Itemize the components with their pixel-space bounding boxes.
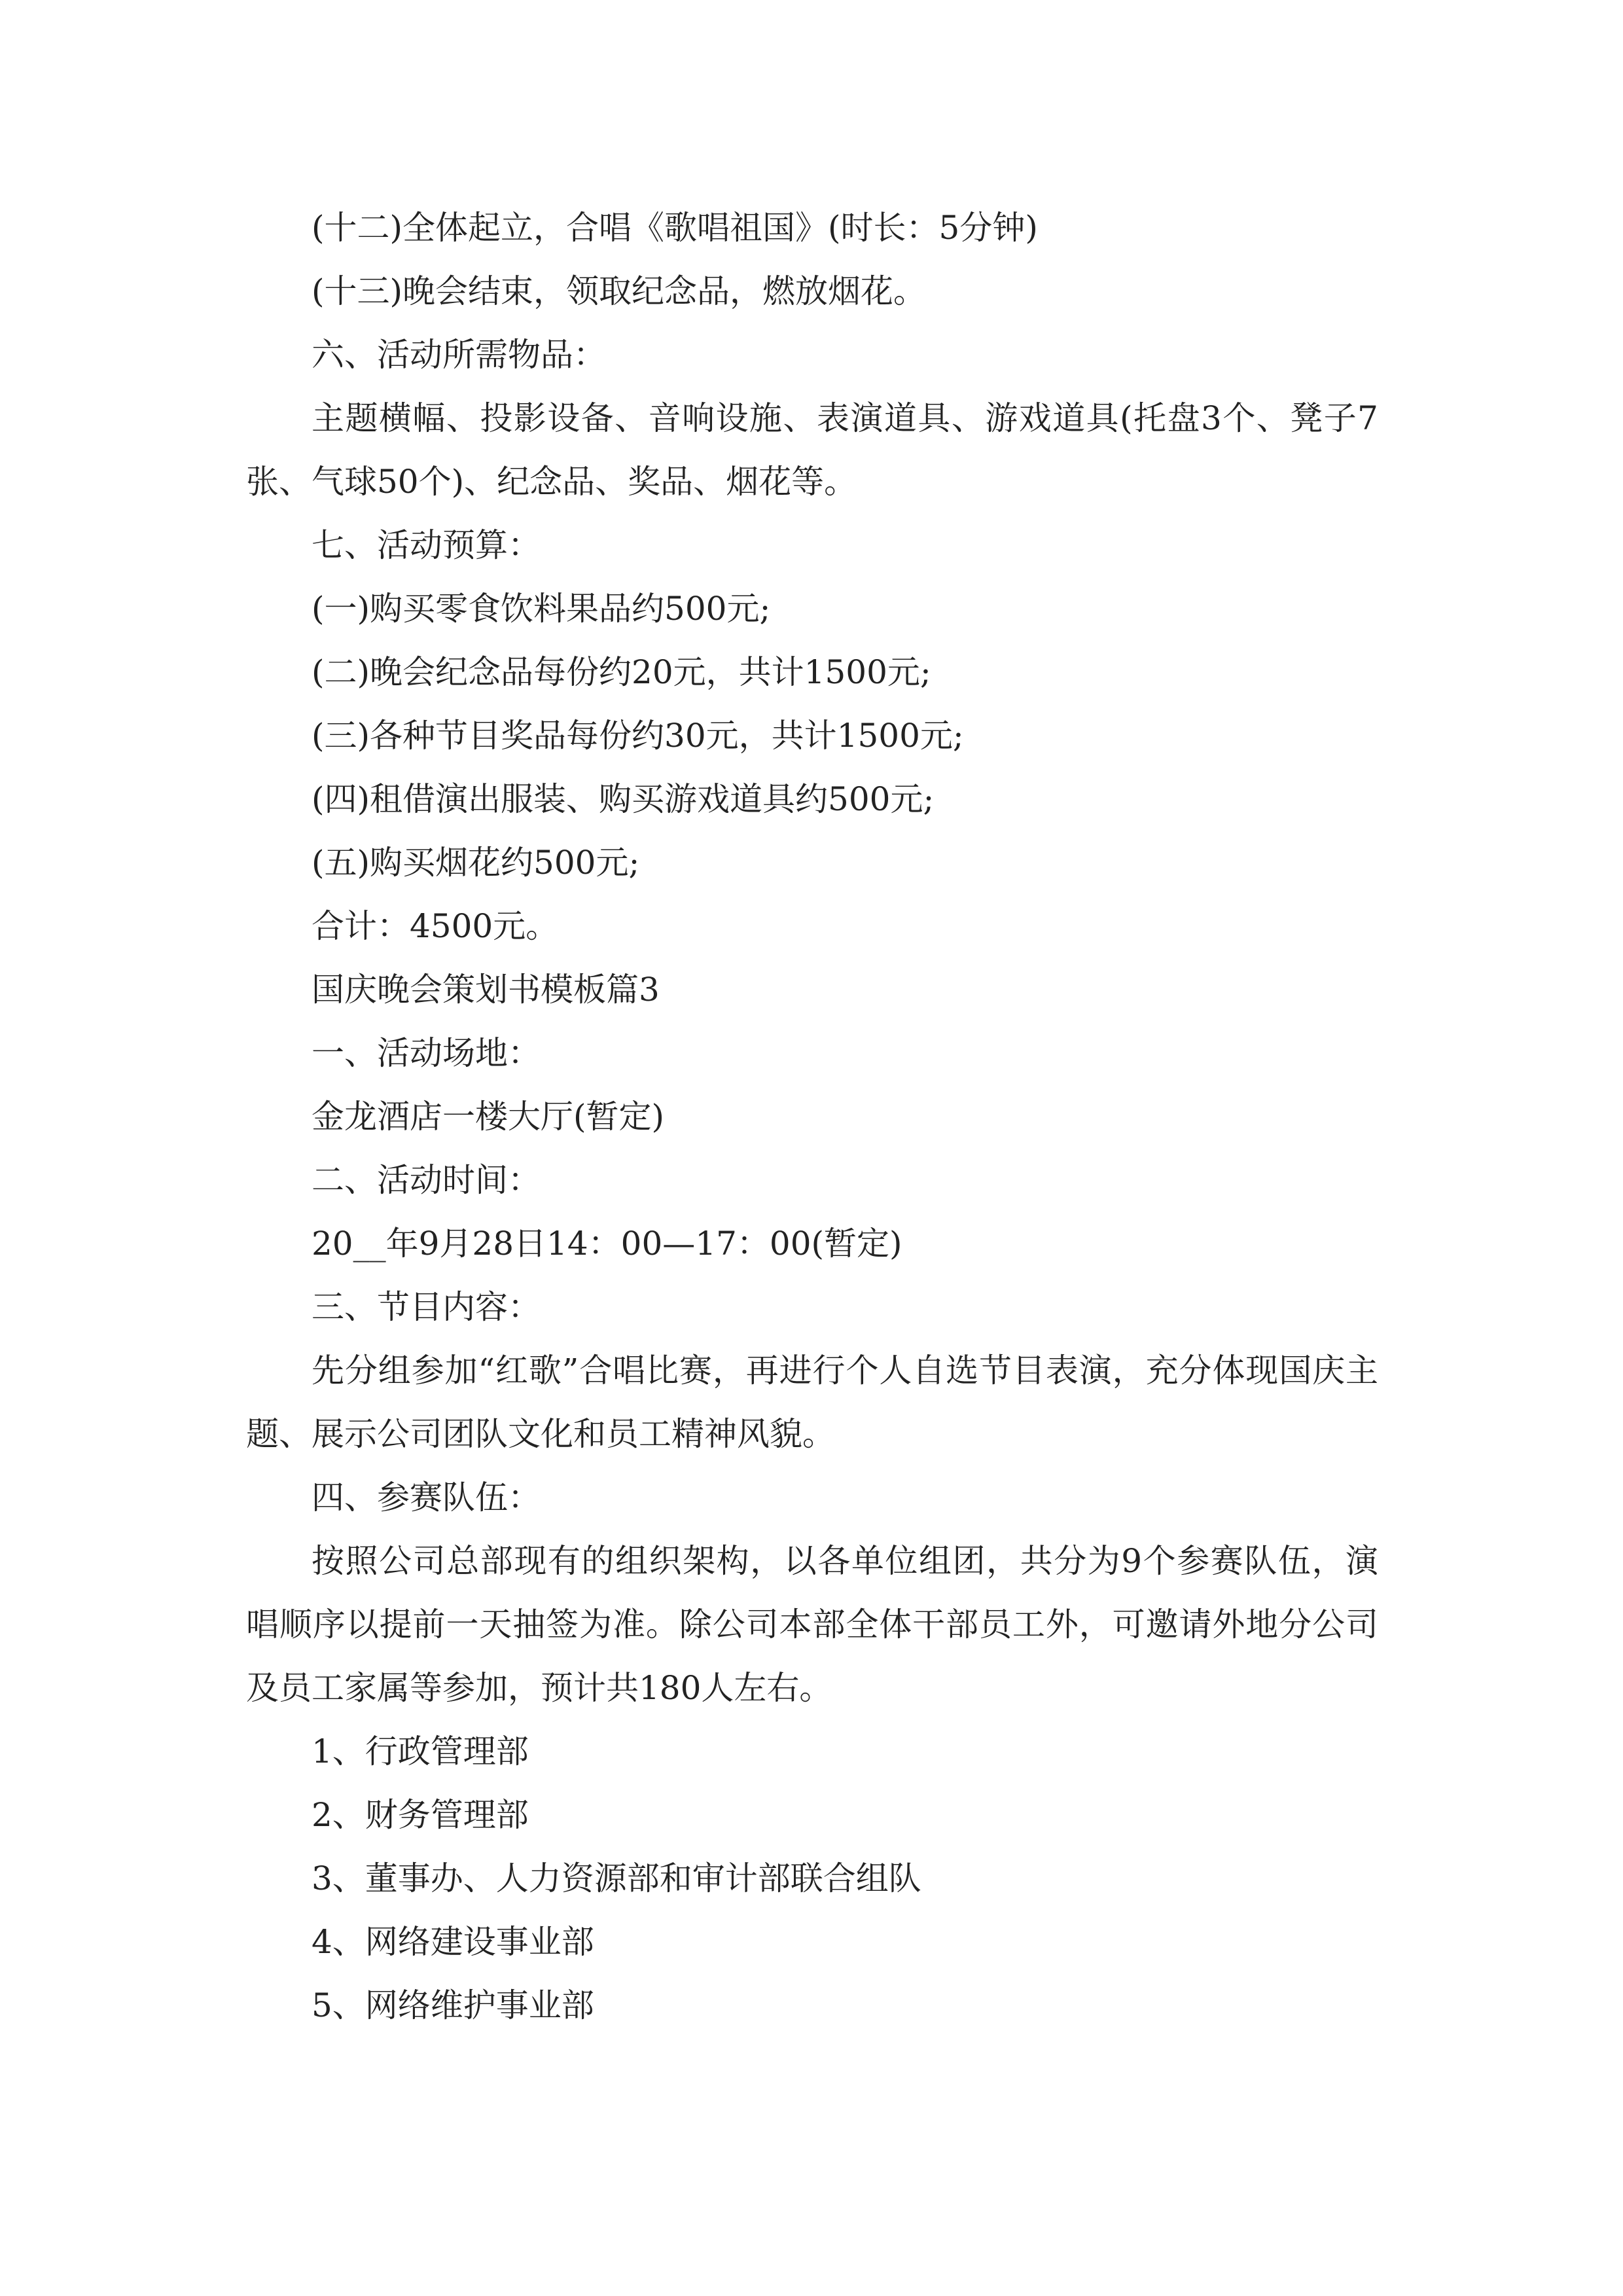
- team-list-item: 4、网络建设事业部: [312, 1923, 594, 1961]
- section-heading-supplies: 六、活动所需物品：: [312, 336, 606, 374]
- budget-item-snacks: (一)购买零食饮料果品约500元;: [312, 590, 771, 628]
- paragraph-item-13-ending: (十三)晚会结束，领取纪念品，燃放烟花。: [312, 272, 927, 310]
- budget-item-costumes: (四)租借演出服装、购买游戏道具约500元;: [312, 780, 935, 818]
- document-body: [246, 196, 1378, 2037]
- budget-item-souvenirs: (二)晚会纪念品每份约20元，共计1500元;: [312, 653, 931, 691]
- budget-total: 合计：4500元。: [312, 907, 559, 945]
- paragraph-time: 20__年9月28日14：00—17：00(暂定): [312, 1225, 902, 1263]
- section-heading-program: 三、节目内容：: [312, 1288, 541, 1326]
- template-title-part-3: 国庆晚会策划书模板篇3: [312, 971, 660, 1009]
- team-list-item: 2、财务管理部: [312, 1796, 529, 1834]
- paragraph-item-12-singing: (十二)全体起立，合唱《歌唱祖国》(时长：5分钟): [312, 209, 1038, 247]
- paragraph-teams: 按照公司总部现有的组织架构，以各单位组团，共分为9个参赛队伍，演唱顺序以提前一天抽签为准。除公司本部全体干部员工外，可邀请外地分公司及员工家属等参加，预计共180人左右。: [246, 1542, 1378, 1707]
- section-heading-time: 二、活动时间：: [312, 1161, 541, 1199]
- team-list-item: 3、董事办、人力资源部和审计部联合组队: [312, 1859, 921, 1897]
- budget-item-fireworks: (五)购买烟花约500元;: [312, 844, 640, 882]
- team-list-item: 5、网络维护事业部: [312, 1986, 594, 2024]
- paragraph-program: 先分组参加“红歌”合唱比赛，再进行个人自选节目表演，充分体现国庆主题、展示公司团队文化和员工精神风貌。: [246, 1352, 1378, 1453]
- budget-item-prizes: (三)各种节目奖品每份约30元，共计1500元;: [312, 717, 964, 755]
- section-heading-teams: 四、参赛队伍：: [312, 1479, 541, 1516]
- paragraph-venue: 金龙酒店一楼大厅(暂定): [312, 1098, 665, 1136]
- section-heading-budget: 七、活动预算：: [312, 526, 541, 564]
- section-heading-venue: 一、活动场地：: [312, 1034, 541, 1072]
- team-list-item: 1、行政管理部: [312, 1732, 529, 1770]
- paragraph-supplies-list: 主题横幅、投影设备、音响设施、表演道具、游戏道具(托盘3个、凳子7张、气球50个)、纪念品、奖品、烟花等。: [246, 399, 1378, 501]
